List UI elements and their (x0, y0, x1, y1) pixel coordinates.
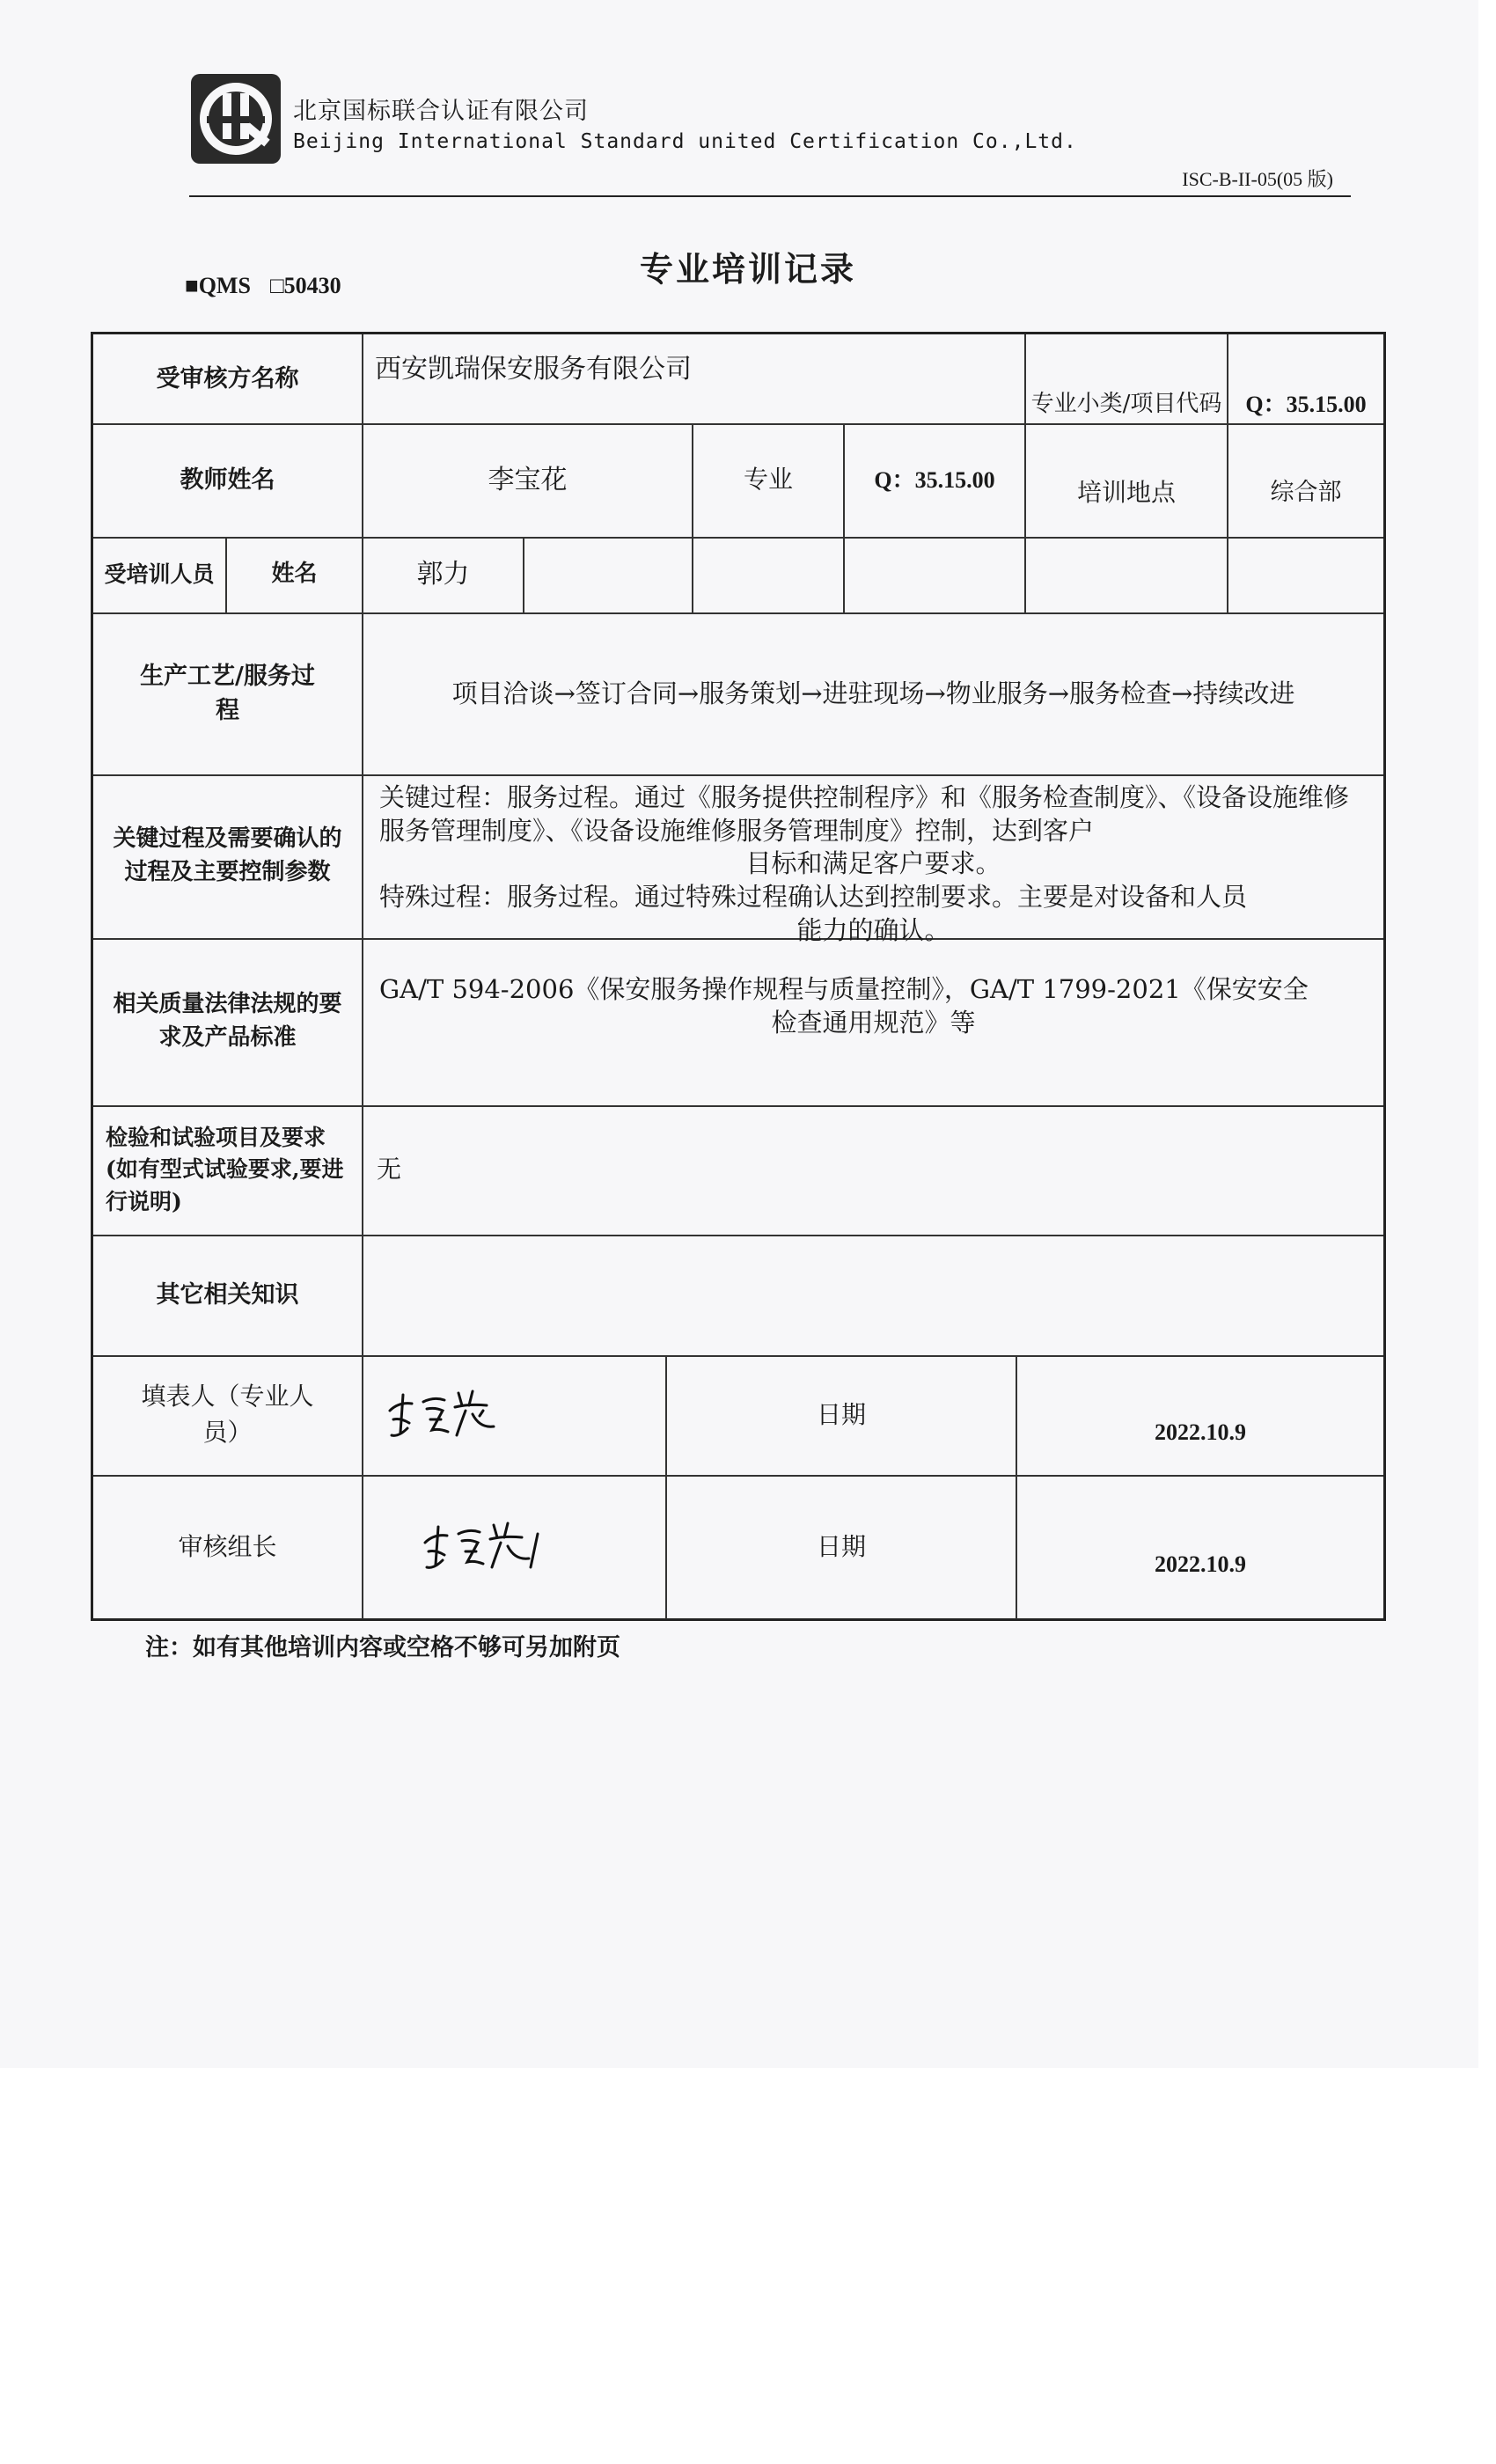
major-value: Q：35.15.00 (874, 466, 995, 493)
trainee-name-value: 郭力 (416, 559, 470, 590)
subcategory-value: Q：35.15.00 (1245, 392, 1367, 418)
key-process-content (363, 774, 1383, 945)
management-system-checkboxes (185, 273, 361, 299)
special-process-line1: 特殊过程：服务过程。通过特殊过程确认达到控制要求。主要是对设备和人员 (379, 882, 1248, 913)
special-process-line2: 能力的确认。 (796, 914, 950, 945)
filler-label: 填表人（专业人员） (141, 1382, 314, 1447)
header-divider (189, 195, 1351, 197)
company-name-en: Beijing International Standard united Certification Co.,Ltd. (293, 130, 1077, 153)
location-value: 综合部 (1270, 479, 1342, 507)
auditee-label: 受审核方名称 (156, 364, 299, 392)
trainee-label: 受培训人员 (104, 561, 215, 587)
regulation-line1: GA/T 594-2006《保安服务操作规程与质量控制》，GA/T 1799-2021《保安安全 (379, 974, 1309, 1004)
major-label: 专业 (743, 465, 793, 495)
leader-date-label: 日期 (816, 1531, 866, 1561)
isc-certification-logo (189, 72, 282, 165)
letterhead (189, 72, 1351, 204)
regulation-line2: 检查通用规范》等 (771, 1007, 976, 1038)
filler-signature (363, 1355, 665, 1475)
qms-checkbox: ■QMS (185, 273, 251, 298)
teacher-label: 教师姓名 (180, 466, 275, 494)
regulation-content (363, 938, 1383, 1105)
inspection-label: 检验和试验项目及要求(如有型式试验要求,要进行说明) (106, 1125, 344, 1214)
page-title: 专业培训记录 (639, 249, 856, 289)
leader-date-value: 2022.10.9 (1155, 1551, 1246, 1578)
location-label: 培训地点 (1076, 477, 1176, 507)
process-value: 项目洽谈→签订合同→服务策划→进驻现场→物业服务→服务检查→持续改进 (451, 678, 1295, 708)
filler-date-value: 2022.10.9 (1155, 1419, 1246, 1446)
other-knowledge-value (363, 1235, 1383, 1355)
key-process-line2: 目标和满足客户要求。 (745, 848, 1001, 879)
training-record-table (91, 332, 1386, 1621)
filler-signature-drawing (381, 1384, 513, 1446)
key-process-line1: 关键过程：服务过程。通过《服务提供控制程序》和《服务检查制度》、《设备设施维修服务管理制度》、《设备设施维修服务管理制度》控制，达到客户 (379, 782, 1350, 846)
key-process-label: 关键过程及需要确认的过程及主要控制参数 (113, 825, 342, 885)
inspection-value: 无 (377, 1155, 402, 1184)
document-code: ISC-B-II-05(05 版) (1182, 168, 1333, 190)
subcategory-label: 专业小类/项目代码 (1030, 391, 1222, 418)
footnote: 注：如有其他培训内容或空格不够可另加附页 (145, 1634, 620, 1661)
leader-signature (363, 1475, 665, 1619)
trainee-name-label: 姓名 (271, 561, 318, 588)
process-label: 生产工艺/服务过程 (140, 662, 315, 724)
auditee-value: 西安凯瑞保安服务有限公司 (375, 354, 692, 385)
company-name-cn: 北京国标联合认证有限公司 (293, 98, 589, 125)
filler-date-label: 日期 (816, 1399, 866, 1429)
leader-label: 审核组长 (178, 1531, 277, 1561)
other-system-checkbox: □50430 (269, 273, 341, 298)
teacher-value: 李宝花 (488, 464, 568, 495)
other-knowledge-label: 其它相关知识 (156, 1280, 299, 1309)
regulation-label: 相关质量法律法规的要求及产品标准 (113, 991, 342, 1051)
leader-signature-drawing (416, 1516, 548, 1578)
